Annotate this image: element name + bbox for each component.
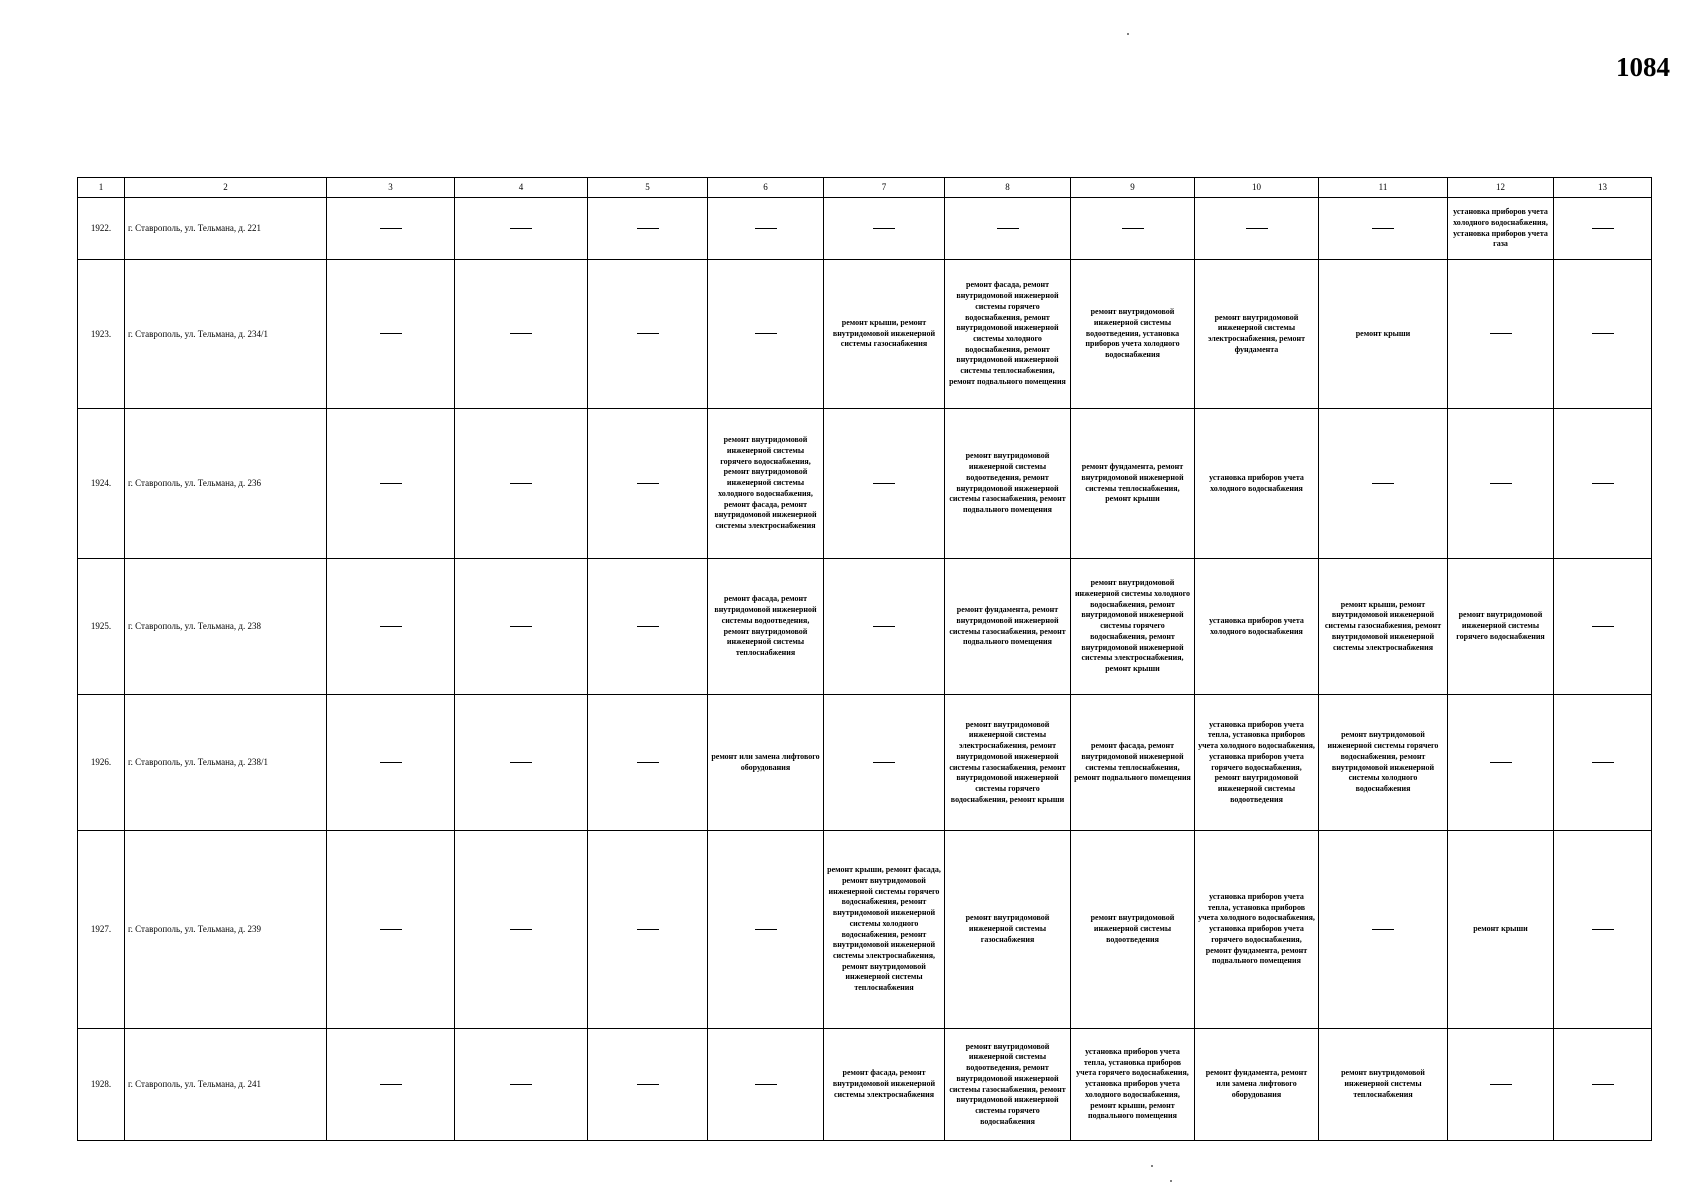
dash-mark xyxy=(380,626,402,627)
row-number: 1928. xyxy=(78,1029,125,1141)
empty-cell xyxy=(1319,831,1448,1029)
work-cell: ремонт крыши, ремонт внутридомовой инженерной системы газоснабжения xyxy=(824,260,945,409)
row-number: 1922. xyxy=(78,198,125,260)
dash-mark xyxy=(1592,929,1614,930)
address-cell: г. Ставрополь, ул. Тельмана, д. 239 xyxy=(125,831,327,1029)
dash-mark xyxy=(1490,762,1512,763)
table-row xyxy=(78,559,1652,695)
address-cell: г. Ставрополь, ул. Тельмана, д. 234/1 xyxy=(125,260,327,409)
dash-mark xyxy=(510,483,532,484)
work-cell: установка приборов учета тепла, установка приборов учета холодного водоснабжения, установка приборов учета горячего водоснабжения, ремонт фундамента, ремонт подвального помещения xyxy=(1195,831,1319,1029)
work-cell: ремонт крыши, ремонт фасада, ремонт внутридомовой инженерной системы горячего водоснабжения, ремонт внутридомовой инженерной системы холодного водоснабжения, ремонт внутридомовой инженерной системы электроснабжения, ремонт внутридомовой инженерной системы теплоснабжения xyxy=(824,831,945,1029)
dash-mark xyxy=(637,483,659,484)
column-number: 12 xyxy=(1448,178,1554,198)
dash-mark xyxy=(1490,333,1512,334)
scan-speck xyxy=(1170,1180,1172,1182)
dash-mark xyxy=(873,228,895,229)
dash-mark xyxy=(755,1084,777,1085)
dash-mark xyxy=(637,1084,659,1085)
page-number: 1084 xyxy=(1616,52,1670,82)
empty-cell xyxy=(824,559,945,695)
empty-cell xyxy=(455,198,588,260)
dash-mark xyxy=(755,929,777,930)
dash-mark xyxy=(637,228,659,229)
empty-cell xyxy=(588,831,708,1029)
dash-mark xyxy=(510,333,532,334)
work-cell: ремонт крыши, ремонт внутридомовой инженерной системы газоснабжения, ремонт внутридомовой инженерной системы электроснабжения xyxy=(1319,559,1448,695)
dash-mark xyxy=(380,1084,402,1085)
column-number: 7 xyxy=(824,178,945,198)
empty-cell xyxy=(1071,198,1195,260)
dash-mark xyxy=(1490,1084,1512,1085)
empty-cell xyxy=(327,198,455,260)
address-cell: г. Ставрополь, ул. Тельмана, д. 221 xyxy=(125,198,327,260)
empty-cell xyxy=(708,831,824,1029)
address-cell: г. Ставрополь, ул. Тельмана, д. 238 xyxy=(125,559,327,695)
address-cell: г. Ставрополь, ул. Тельмана, д. 241 xyxy=(125,1029,327,1141)
column-number: 1 xyxy=(78,178,125,198)
work-cell: ремонт внутридомовой инженерной системы водоотведения, установка приборов учета холодного водоснабжения xyxy=(1071,260,1195,409)
row-number: 1923. xyxy=(78,260,125,409)
table-row xyxy=(78,260,1652,409)
empty-cell xyxy=(327,1029,455,1141)
empty-cell xyxy=(455,559,588,695)
table-row xyxy=(78,1029,1652,1141)
scan-speck xyxy=(1127,33,1129,35)
empty-cell xyxy=(1448,695,1554,831)
column-number: 6 xyxy=(708,178,824,198)
dash-mark xyxy=(637,762,659,763)
table-row xyxy=(78,198,1652,260)
work-cell: установка приборов учета тепла, установка приборов учета холодного водоснабжения, установка приборов учета горячего водоснабжения, ремонт внутридомовой инженерной системы водоотведения xyxy=(1195,695,1319,831)
empty-cell xyxy=(1554,409,1652,559)
dash-mark xyxy=(755,333,777,334)
column-number: 9 xyxy=(1071,178,1195,198)
dash-mark xyxy=(997,228,1019,229)
dash-mark xyxy=(510,626,532,627)
work-cell: ремонт фасада, ремонт внутридомовой инженерной системы теплоснабжения, ремонт подвального помещения xyxy=(1071,695,1195,831)
dash-mark xyxy=(1372,929,1394,930)
dash-mark xyxy=(380,228,402,229)
dash-mark xyxy=(1592,333,1614,334)
dash-mark xyxy=(1246,228,1268,229)
dash-mark xyxy=(380,929,402,930)
column-number: 5 xyxy=(588,178,708,198)
dash-mark xyxy=(510,228,532,229)
work-cell: ремонт внутридомовой инженерной системы электроснабжения, ремонт внутридомовой инженерной системы газоснабжения, ремонт внутридомовой инженерной системы горячего водоснабжения, ремонт крыши xyxy=(945,695,1071,831)
dash-mark xyxy=(1592,483,1614,484)
work-cell: установка приборов учета холодного водоснабжения, установка приборов учета газа xyxy=(1448,198,1554,260)
empty-cell xyxy=(1448,409,1554,559)
work-cell: ремонт внутридомовой инженерной системы горячего водоснабжения xyxy=(1448,559,1554,695)
empty-cell xyxy=(455,409,588,559)
scan-speck xyxy=(1151,1165,1153,1167)
column-number-row xyxy=(78,178,1652,198)
empty-cell xyxy=(327,831,455,1029)
table-row xyxy=(78,695,1652,831)
work-cell: ремонт внутридомовой инженерной системы водоотведения, ремонт внутридомовой инженерной системы газоснабжения, ремонт внутридомовой инженерной системы горячего водоснабжения xyxy=(945,1029,1071,1141)
empty-cell xyxy=(1554,198,1652,260)
column-number: 13 xyxy=(1554,178,1652,198)
empty-cell xyxy=(588,695,708,831)
empty-cell xyxy=(588,198,708,260)
empty-cell xyxy=(455,1029,588,1141)
dash-mark xyxy=(1372,228,1394,229)
dash-mark xyxy=(637,333,659,334)
work-cell: ремонт внутридомовой инженерной системы теплоснабжения xyxy=(1319,1029,1448,1141)
work-cell: ремонт внутридомовой инженерной системы горячего водоснабжения, ремонт внутридомовой инженерной системы холодного водоснабжения, ремонт фасада, ремонт внутридомовой инженерной системы электроснабжения xyxy=(708,409,824,559)
dash-mark xyxy=(510,929,532,930)
work-cell: ремонт внутридомовой инженерной системы водоотведения xyxy=(1071,831,1195,1029)
empty-cell xyxy=(455,695,588,831)
work-cell: ремонт фундамента, ремонт внутридомовой инженерной системы теплоснабжения, ремонт крыши xyxy=(1071,409,1195,559)
column-number: 8 xyxy=(945,178,1071,198)
address-cell: г. Ставрополь, ул. Тельмана, д. 236 xyxy=(125,409,327,559)
row-number: 1924. xyxy=(78,409,125,559)
column-number: 3 xyxy=(327,178,455,198)
work-cell: установка приборов учета холодного водоснабжения xyxy=(1195,409,1319,559)
empty-cell xyxy=(588,409,708,559)
work-cell: установка приборов учета холодного водоснабжения xyxy=(1195,559,1319,695)
work-cell: ремонт внутридомовой инженерной системы горячего водоснабжения, ремонт внутридомовой инженерной системы холодного водоснабжения xyxy=(1319,695,1448,831)
work-cell: ремонт фасада, ремонт внутридомовой инженерной системы горячего водоснабжения, ремонт внутридомовой инженерной системы холодного водоснабжения, ремонт внутридомовой инженерной системы теплоснабжения, ремонт подвального помещения xyxy=(945,260,1071,409)
work-cell: ремонт фундамента, ремонт внутридомовой инженерной системы газоснабжения, ремонт подвального помещения xyxy=(945,559,1071,695)
empty-cell xyxy=(327,260,455,409)
empty-cell xyxy=(824,409,945,559)
dash-mark xyxy=(637,929,659,930)
work-cell: ремонт фундамента, ремонт или замена лифтового оборудования xyxy=(1195,1029,1319,1141)
dash-mark xyxy=(1592,1084,1614,1085)
work-cell: ремонт или замена лифтового оборудования xyxy=(708,695,824,831)
empty-cell xyxy=(1554,260,1652,409)
dash-mark xyxy=(1372,483,1394,484)
row-number: 1926. xyxy=(78,695,125,831)
empty-cell xyxy=(1554,559,1652,695)
empty-cell xyxy=(1554,831,1652,1029)
column-number: 4 xyxy=(455,178,588,198)
table-row xyxy=(78,409,1652,559)
column-number: 2 xyxy=(125,178,327,198)
empty-cell xyxy=(327,409,455,559)
empty-cell xyxy=(327,695,455,831)
dash-mark xyxy=(873,762,895,763)
empty-cell xyxy=(708,260,824,409)
empty-cell xyxy=(1448,1029,1554,1141)
table-row xyxy=(78,831,1652,1029)
work-cell: ремонт фасада, ремонт внутридомовой инженерной системы водоотведения, ремонт внутридомовой инженерной системы теплоснабжения xyxy=(708,559,824,695)
column-number: 11 xyxy=(1319,178,1448,198)
empty-cell xyxy=(1195,198,1319,260)
address-cell: г. Ставрополь, ул. Тельмана, д. 238/1 xyxy=(125,695,327,831)
empty-cell xyxy=(455,831,588,1029)
dash-mark xyxy=(510,762,532,763)
empty-cell xyxy=(1554,1029,1652,1141)
empty-cell xyxy=(1319,409,1448,559)
row-number: 1925. xyxy=(78,559,125,695)
work-cell: ремонт внутридомовой инженерной системы водоотведения, ремонт внутридомовой инженерной системы газоснабжения, ремонт подвального помещения xyxy=(945,409,1071,559)
empty-cell xyxy=(1448,260,1554,409)
row-number: 1927. xyxy=(78,831,125,1029)
dash-mark xyxy=(755,228,777,229)
empty-cell xyxy=(708,198,824,260)
dash-mark xyxy=(380,762,402,763)
work-cell: ремонт внутридомовой инженерной системы газоснабжения xyxy=(945,831,1071,1029)
work-cell: установка приборов учета тепла, установка приборов учета горячего водоснабжения, установка приборов учета холодного водоснабжения, ремонт крыши, ремонт подвального помещения xyxy=(1071,1029,1195,1141)
dash-mark xyxy=(510,1084,532,1085)
dash-mark xyxy=(873,483,895,484)
empty-cell xyxy=(588,260,708,409)
dash-mark xyxy=(1592,626,1614,627)
work-cell: ремонт внутридомовой инженерной системы холодного водоснабжения, ремонт внутридомовой инженерной системы горячего водоснабжения, ремонт внутридомовой инженерной системы электроснабжения, ремонт крыши xyxy=(1071,559,1195,695)
work-cell: ремонт внутридомовой инженерной системы электроснабжения, ремонт фундамента xyxy=(1195,260,1319,409)
work-cell: ремонт крыши xyxy=(1319,260,1448,409)
work-cell: ремонт фасада, ремонт внутридомовой инженерной системы электроснабжения xyxy=(824,1029,945,1141)
dash-mark xyxy=(1122,228,1144,229)
dash-mark xyxy=(380,483,402,484)
empty-cell xyxy=(455,260,588,409)
work-cell: ремонт крыши xyxy=(1448,831,1554,1029)
empty-cell xyxy=(945,198,1071,260)
works-table xyxy=(77,177,1652,1141)
empty-cell xyxy=(1554,695,1652,831)
empty-cell xyxy=(824,695,945,831)
dash-mark xyxy=(1592,228,1614,229)
empty-cell xyxy=(327,559,455,695)
empty-cell xyxy=(588,1029,708,1141)
empty-cell xyxy=(1319,198,1448,260)
dash-mark xyxy=(1592,762,1614,763)
empty-cell xyxy=(588,559,708,695)
dash-mark xyxy=(1490,483,1512,484)
dash-mark xyxy=(637,626,659,627)
empty-cell xyxy=(708,1029,824,1141)
empty-cell xyxy=(824,198,945,260)
column-number: 10 xyxy=(1195,178,1319,198)
dash-mark xyxy=(380,333,402,334)
dash-mark xyxy=(873,626,895,627)
